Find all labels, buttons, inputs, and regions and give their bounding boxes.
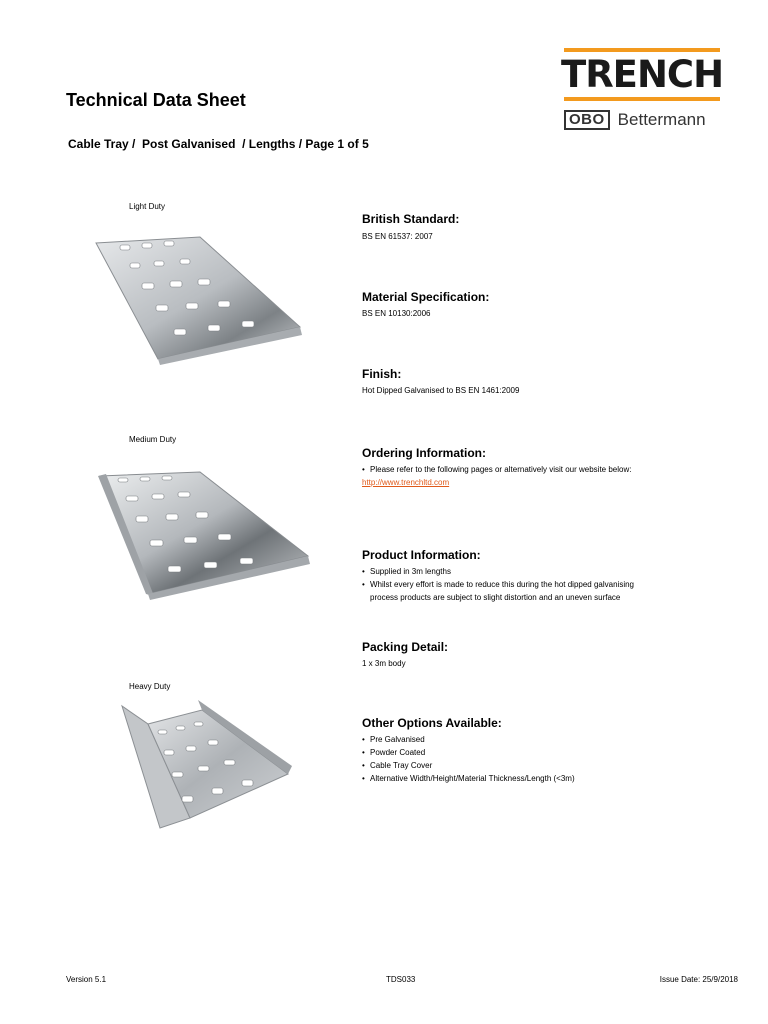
other-options-heading: Other Options Available: [362,716,502,730]
material-spec-text: BS EN 10130:2006 [362,309,431,318]
other-options-item: • Pre Galvanised [362,733,682,746]
footer-issue-date: Issue Date: 25/9/2018 [659,975,738,984]
other-options-item: • Alternative Width/Height/Material Thickness/Length (<3m) [362,772,682,785]
british-standard-heading: British Standard: [362,212,460,226]
heavy-duty-label: Heavy Duty [129,682,171,691]
trench-logo-text: TRENCH [560,53,724,96]
page-subtitle: Cable Tray / Post Galvanised / Lengths / Page 1 of 5 [68,137,369,151]
light-duty-tray-image [90,235,310,365]
ordering-info-heading: Ordering Information: [362,446,486,460]
page-title: Technical Data Sheet [66,90,246,110]
trench-logo [560,48,724,101]
finish-text: Hot Dipped Galvanised to BS EN 1461:2009 [362,386,520,395]
ordering-info-body [362,463,672,489]
website-link[interactable]: http://www.trenchltd.com [362,478,450,487]
british-standard-text: BS EN 61537: 2007 [362,232,433,241]
footer-document-code: TDS033 [386,975,416,984]
footer-version: Version 5.1 [66,975,107,984]
finish-heading: Finish: [362,367,402,381]
medium-duty-label: Medium Duty [129,435,177,444]
ordering-info-list [362,463,672,476]
product-info-heading: Product Information: [362,548,481,562]
other-options-item: • Powder Coated [362,746,682,759]
heavy-duty-tray-image [90,700,300,830]
ordering-info-item: • Please refer to the following pages or alternatively visit our website below: [362,463,672,476]
other-options-list [362,733,682,785]
obo-bettermann-logo [564,110,706,130]
medium-duty-tray-image [90,470,315,600]
other-options-body [362,733,682,785]
packing-detail-heading: Packing Detail: [362,640,449,654]
material-spec-heading: Material Specification: [362,290,490,304]
obo-logo-mark: OBO [564,110,610,130]
product-info-item: • Whilst every effort is made to reduce this during the hot dipped galvanising process products are subject to slight distortion and an uneven surface [362,578,652,604]
product-info-list [362,565,652,604]
packing-detail-text: 1 x 3m body [362,659,406,668]
light-duty-label: Light Duty [129,202,166,211]
bettermann-logo-text: Bettermann [617,110,706,129]
other-options-item: • Cable Tray Cover [362,759,682,772]
product-info-item: • Supplied in 3m lengths [362,565,652,578]
product-info-body [362,565,652,604]
